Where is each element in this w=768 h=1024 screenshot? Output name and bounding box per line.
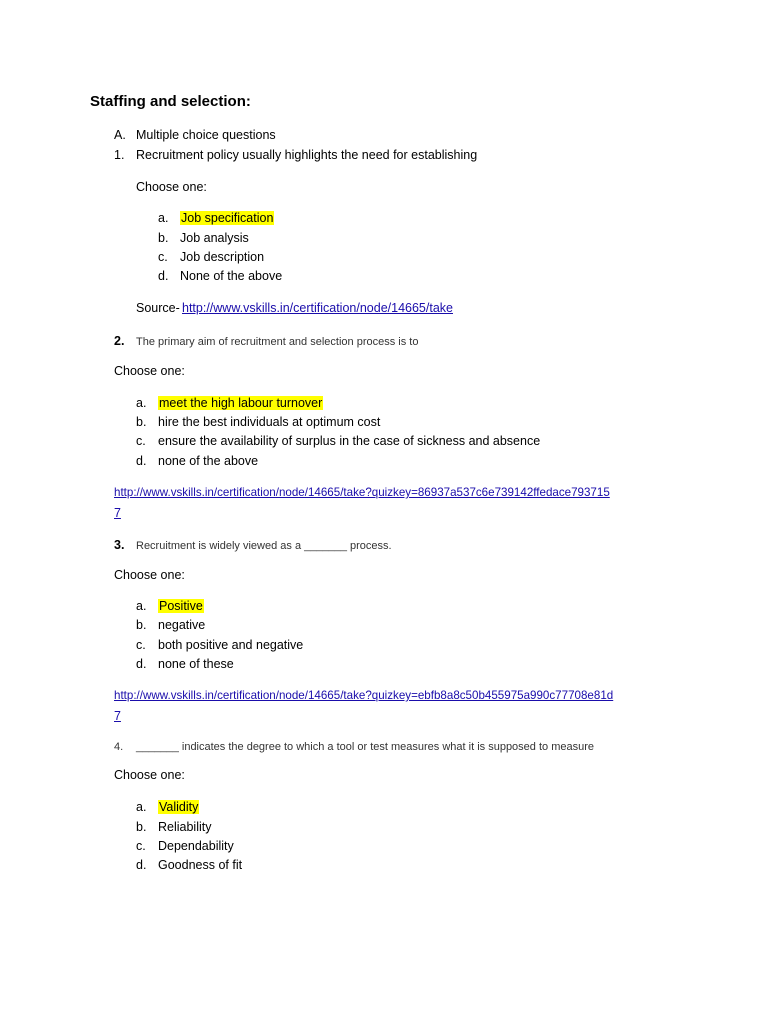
option-text: None of the above <box>180 269 283 283</box>
option-text: Dependability <box>158 839 234 853</box>
option-marker: c. <box>136 839 146 853</box>
option-text: ensure the availability of surplus in the case of sickness and absence <box>158 434 541 448</box>
choose-one-label: Choose one: <box>114 364 185 378</box>
question-text: The primary aim of recruitment and selection process is to <box>136 336 419 348</box>
option-text: Reliability <box>158 820 212 834</box>
option-marker: c. <box>136 434 146 448</box>
source-link[interactable]: http://www.vskills.in/certification/node/14665/take <box>182 301 453 315</box>
option-marker: a. <box>158 211 169 225</box>
option-text: both positive and negative <box>158 638 304 652</box>
option-text: hire the best individuals at optimum cost <box>158 415 381 429</box>
option-text: Job description <box>180 250 265 264</box>
quiz-link-continuation[interactable]: 7 <box>114 709 121 723</box>
option-text <box>180 210 274 226</box>
option-text <box>158 598 204 614</box>
option-marker: a. <box>136 599 147 613</box>
question-number: 2. <box>114 334 125 348</box>
option-text <box>158 799 199 815</box>
option-text: Goodness of fit <box>158 858 243 872</box>
option-marker: d. <box>136 454 147 468</box>
option-text <box>158 395 323 411</box>
option-marker: a. <box>136 396 147 410</box>
quiz-link[interactable]: http://www.vskills.in/certification/node/14665/take?quizkey=ebfb8a8c50b455975a990c77708e81d <box>114 689 614 702</box>
option-marker: b. <box>136 618 147 632</box>
highlighted-answer: Job specification <box>181 211 274 225</box>
page-title: Staffing and selection: <box>90 93 251 110</box>
choose-one-label: Choose one: <box>114 768 185 782</box>
question-number: 4. <box>114 741 124 753</box>
question-text: _______ indicates the degree to which a tool or test measures what it is supposed to measure <box>136 741 594 753</box>
question-number: 3. <box>114 538 125 552</box>
section-label: Multiple choice questions <box>136 128 276 142</box>
choose-one-label: Choose one: <box>136 180 207 194</box>
option-marker: d. <box>158 269 169 283</box>
choose-one-label: Choose one: <box>114 568 185 582</box>
question-number: 1. <box>114 148 125 162</box>
highlighted-answer: meet the high labour turnover <box>159 396 323 410</box>
section-marker: A. <box>114 128 126 142</box>
question-text: Recruitment policy usually highlights the need for establishing <box>136 148 478 162</box>
option-text: Job analysis <box>180 231 249 245</box>
option-text: none of these <box>158 657 234 671</box>
option-text: negative <box>158 618 206 632</box>
option-marker: b. <box>158 231 169 245</box>
option-marker: c. <box>136 638 146 652</box>
quiz-link[interactable]: http://www.vskills.in/certification/node/14665/take?quizkey=86937a537c6e739142ffedace793715 <box>114 486 610 499</box>
question-text: Recruitment is widely viewed as a _______ process. <box>136 540 392 552</box>
highlighted-answer: Positive <box>159 599 203 613</box>
source-label: Source- <box>136 301 180 315</box>
option-marker: b. <box>136 820 147 834</box>
option-marker: a. <box>136 800 147 814</box>
option-marker: c. <box>158 250 168 264</box>
option-marker: d. <box>136 858 147 872</box>
option-text: none of the above <box>158 454 259 468</box>
highlighted-answer: Validity <box>159 800 199 814</box>
quiz-link-continuation[interactable]: 7 <box>114 506 121 520</box>
option-marker: b. <box>136 415 147 429</box>
option-marker: d. <box>136 657 147 671</box>
